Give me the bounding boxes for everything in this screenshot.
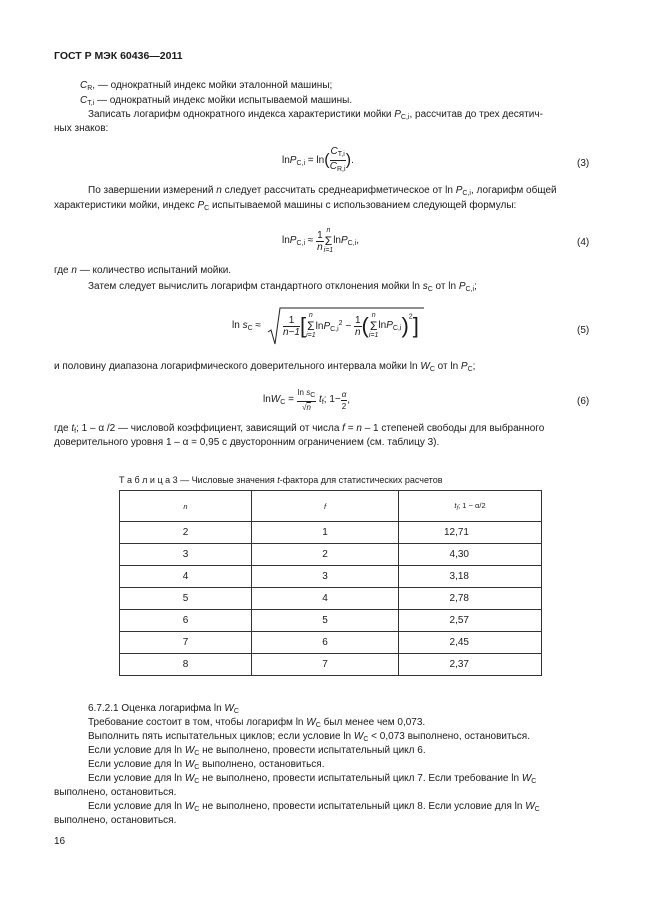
definition-t-factor: где $t_f$; 1 – α /2 — числовой коэффициент, зависящий от числа f = n – 1 степеней свободы для выбранного [54, 423, 545, 435]
cell-n: 6 [120, 610, 252, 632]
definition-cr: $C_R$, — однократный индекс мойки эталонной машины; [80, 80, 333, 92]
column-header-t: $t_f$; 1 − α/2 [399, 491, 542, 522]
paragraph-mean: По завершении измерений n следует рассчитать среднеарифметическое от $\ln P_{C,i}$, логарифм общей [88, 185, 557, 197]
cell-t: 2,78 [399, 588, 542, 610]
definition-ct: $C_{T,i}$ — однократный индекс мойки испытываемой машины. [80, 95, 353, 107]
cell-n: 2 [120, 522, 252, 544]
section-heading: 6.7.2.1 Оценка логарифма $\ln W_C$ [88, 703, 239, 715]
requirement-text: Требование состоит в том, чтобы логарифм $\ln W_C$ был менее чем 0,073. [88, 717, 426, 729]
condition-met-text: Если условие для $\ln W_C$ выполнено, остановиться. [88, 759, 325, 771]
cell-n: 3 [120, 544, 252, 566]
column-header-n: n [120, 491, 252, 522]
cell-f: 2 [252, 544, 399, 566]
equation-4-number: (4) [577, 237, 590, 248]
paragraph-log-instruction: Записать логарифм однократного индекса характеристики мойки $P_{C,i}$, рассчитав до трех десятич- [88, 109, 543, 121]
paragraph-half-range: и половину диапазона логарифмического доверительного интервала мойки $\ln W_C$ от $\ln P_C$; [54, 361, 476, 373]
table-caption: Т а б л и ц а 3 — Числовые значения t-фактора для статистических расчетов [119, 475, 443, 485]
definition-t-factor-cont: доверительного уровня 1 – α = 0,95 с двусторонним ограничением (см. таблицу 3). [54, 437, 440, 448]
table-row [120, 566, 542, 588]
table-row [120, 544, 542, 566]
equation-6: lnW$_C$ = $\frac{\text{ln sC}}{√n}$ $t_f$; 1− $\frac{\alpha}{2}$ , [263, 388, 351, 412]
cell-n: 7 [120, 632, 252, 654]
cell-f: 4 [252, 588, 399, 610]
cell-f: 3 [252, 566, 399, 588]
cell-f: 6 [252, 632, 399, 654]
cycle-6-text: Если условие для $\ln W_C$ не выполнено, провести испытательный цикл 6. [88, 745, 426, 757]
cycle-7-text-cont: выполнено, остановиться. [54, 787, 177, 798]
cell-t: 2,57 [399, 610, 542, 632]
cell-f: 5 [252, 610, 399, 632]
cell-t: 2,45 [399, 632, 542, 654]
page-number: 16 [54, 836, 66, 847]
cycle-8-text-cont: выполнено, остановиться. [54, 815, 177, 826]
table-row [120, 632, 542, 654]
five-cycles-text: Выполнить пять испытательных циклов; если условие $\ln W_C < 0,073$ выполнено, остановиться. [88, 731, 530, 743]
cell-t: 4,30 [399, 544, 542, 566]
cell-f: 7 [252, 654, 399, 676]
paragraph-mean-cont: характеристики мойки, индекс $P_C$ испытываемой машины с использованием следующей формулы: [54, 200, 517, 212]
paragraph-stddev: Затем следует вычислить логарифм стандартного отклонения мойки $\ln s_C$ от $\ln P_{C,i}$; [88, 281, 477, 293]
cycle-7-text: Если условие для $\ln W_C$ не выполнено, провести испытательный цикл 7. Если требование $\ln W_C$ [88, 773, 537, 785]
t-factor-table [119, 490, 542, 676]
column-header-f: f [252, 491, 399, 522]
cell-n: 4 [120, 566, 252, 588]
equation-4: lnP$_{C,i}$ ≈ $\frac{1}{n}$ n Σ i=1 lnP$_{C,i}$, [282, 227, 359, 254]
definition-n: где n — количество испытаний мойки. [54, 265, 232, 276]
equation-5-body: $\frac{1}{n-1}$ [ n Σ i=1 lnP$_{C,i}^2$ − $\frac{1}{n}$ ( n Σ i=1 lnP$_{C,i}$)$^2$] [283, 312, 419, 339]
cycle-8-text: Если условие для $\ln W_C$ не выполнено, провести испытательный цикл 8. Если условие для $\ln W_C$ [88, 801, 540, 813]
paragraph-log-instruction-cont: ных знаков: [54, 123, 109, 134]
equation-3: lnP$_{C,i}$ = ln( $\frac{C_{T,i}}{C_{R,i}}$ ). [282, 146, 354, 173]
table-row [120, 588, 542, 610]
cell-f: 1 [252, 522, 399, 544]
equation-3-number: (3) [577, 158, 590, 169]
equation-5-lhs: $\ln s_C$ ≈ [232, 320, 261, 332]
cell-t: 12,71 [399, 522, 542, 544]
cell-t: 3,18 [399, 566, 542, 588]
table-row [120, 610, 542, 632]
table-row [120, 522, 542, 544]
cell-t: 2,37 [399, 654, 542, 676]
table-row [120, 654, 542, 676]
document-header: ГОСТ Р МЭК 60436—2011 [54, 50, 183, 62]
cell-n: 8 [120, 654, 252, 676]
equation-5-number: (5) [577, 325, 590, 336]
table-header-row [120, 491, 542, 522]
equation-6-number: (6) [577, 396, 590, 407]
cell-n: 5 [120, 588, 252, 610]
